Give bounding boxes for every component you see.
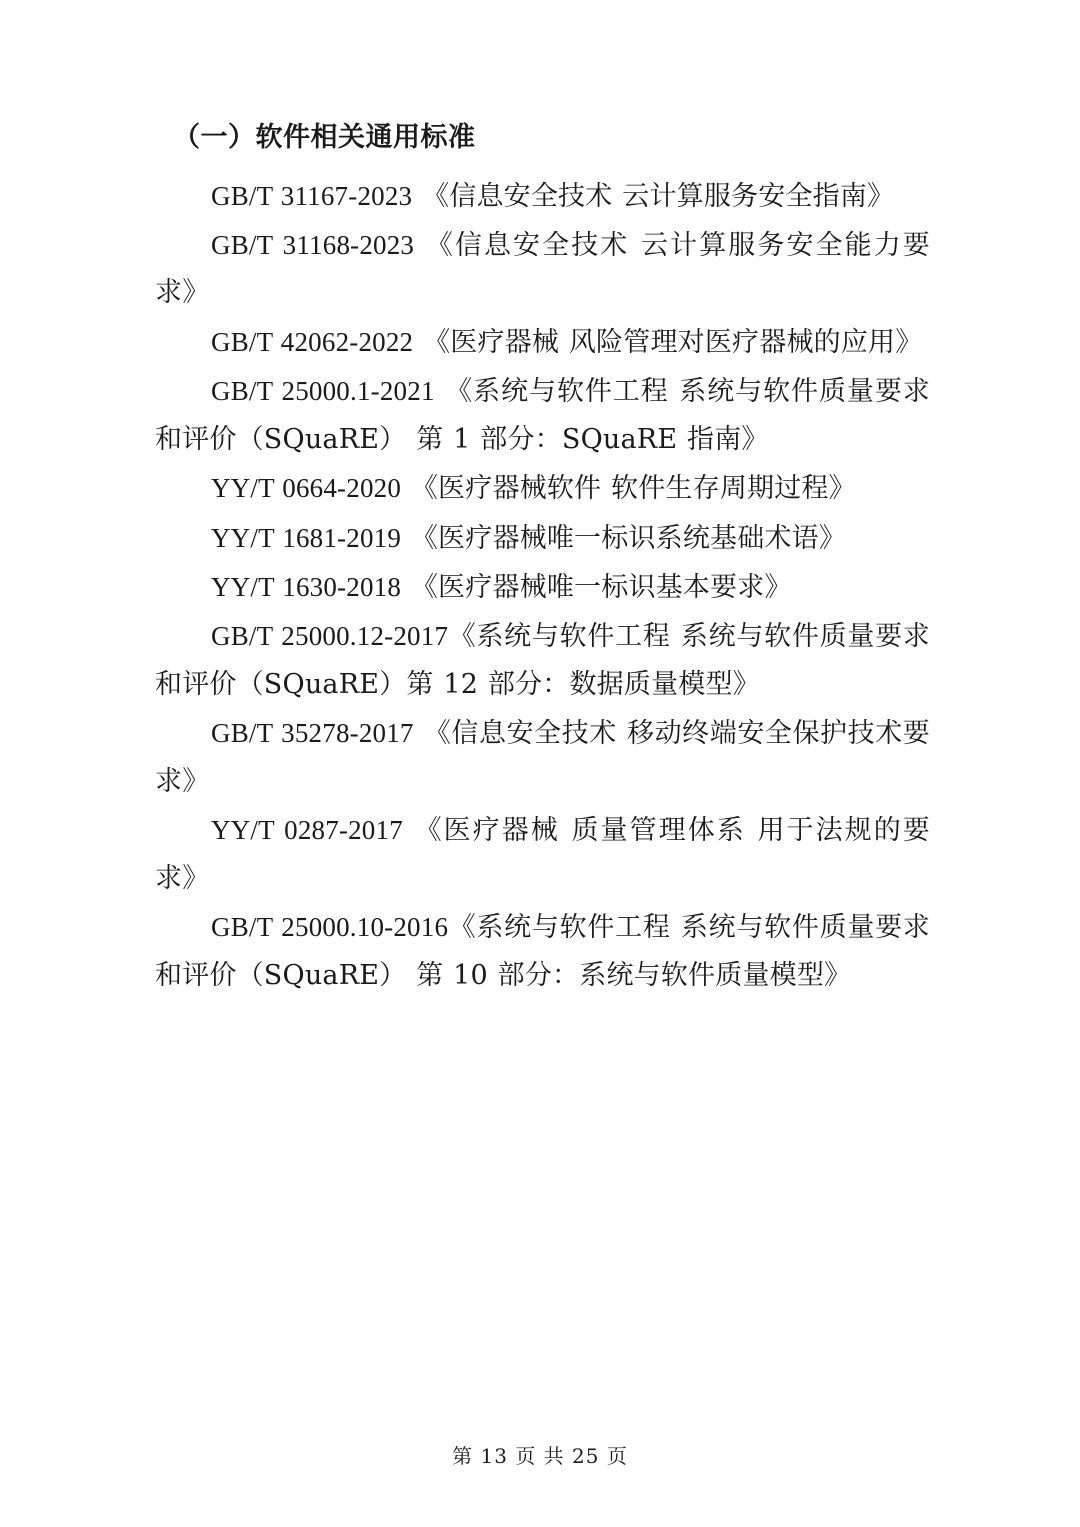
standard-title: 《信息安全技术 云计算服务安全指南》 [422, 180, 895, 212]
standard-code: YY/T 0664-2020 [211, 473, 402, 504]
standard-entry [155, 368, 930, 463]
standard-title: 《医疗器械 质量管理体系 用于法规的要求》 [155, 815, 930, 894]
standard-entry [155, 319, 930, 366]
standard-code: GB/T 25000.1-2021 [211, 376, 435, 407]
standard-entry [155, 465, 930, 512]
standard-title: 《信息安全技术 移动终端安全保护技术要求》 [155, 718, 930, 797]
standard-title: 《医疗器械软件 软件生存周期过程》 [410, 473, 856, 505]
standard-title: 《医疗器械 风险管理对医疗器械的应用》 [423, 326, 923, 358]
standard-code: YY/T 1630-2018 [211, 572, 402, 602]
standard-code: GB/T 31168-2023 [211, 229, 415, 260]
standard-code: YY/T 1681-2019 [211, 522, 402, 553]
standard-entry [155, 613, 930, 708]
standard-entry [155, 904, 930, 999]
standard-title: 《系统与软件工程 系统与软件质量要求和评价（SQuaRE）第 12 部分：数据质量模型》 [155, 621, 931, 700]
section-heading: （一）软件相关通用标准 [173, 122, 476, 153]
standard-entry [155, 710, 930, 805]
standard-entry [155, 173, 930, 220]
standard-entry [155, 807, 930, 902]
standard-title: 《系统与软件工程 系统与软件质量要求和评价（SQuaRE） 第 10 部分：系统与软件质量模型》 [155, 912, 931, 991]
standard-entry [155, 222, 930, 317]
standard-title: 《医疗器械唯一标识系统基础术语》 [410, 522, 847, 554]
standard-code: GB/T 35278-2017 [211, 718, 414, 749]
standard-code: YY/T 0287-2017 [211, 815, 403, 846]
standard-code: GB/T 25000.10-2016 [211, 912, 449, 943]
standard-title: 《系统与软件工程 系统与软件质量要求和评价（SQuaRE） 第 1 部分：SQuaRE 指南》 [155, 376, 930, 455]
page-footer: 第 13 页 共 25 页 [452, 1444, 628, 1468]
standard-code: GB/T 25000.12-2017 [211, 621, 449, 652]
standard-code: GB/T 31167-2023 [211, 180, 413, 211]
standard-title: 《信息安全技术 云计算服务安全能力要求》 [155, 229, 930, 309]
standard-entry [155, 564, 930, 611]
standard-code: GB/T 42062-2022 [211, 326, 414, 357]
standard-title: 《医疗器械唯一标识基本要求》 [410, 572, 792, 603]
standard-entry [155, 515, 930, 562]
